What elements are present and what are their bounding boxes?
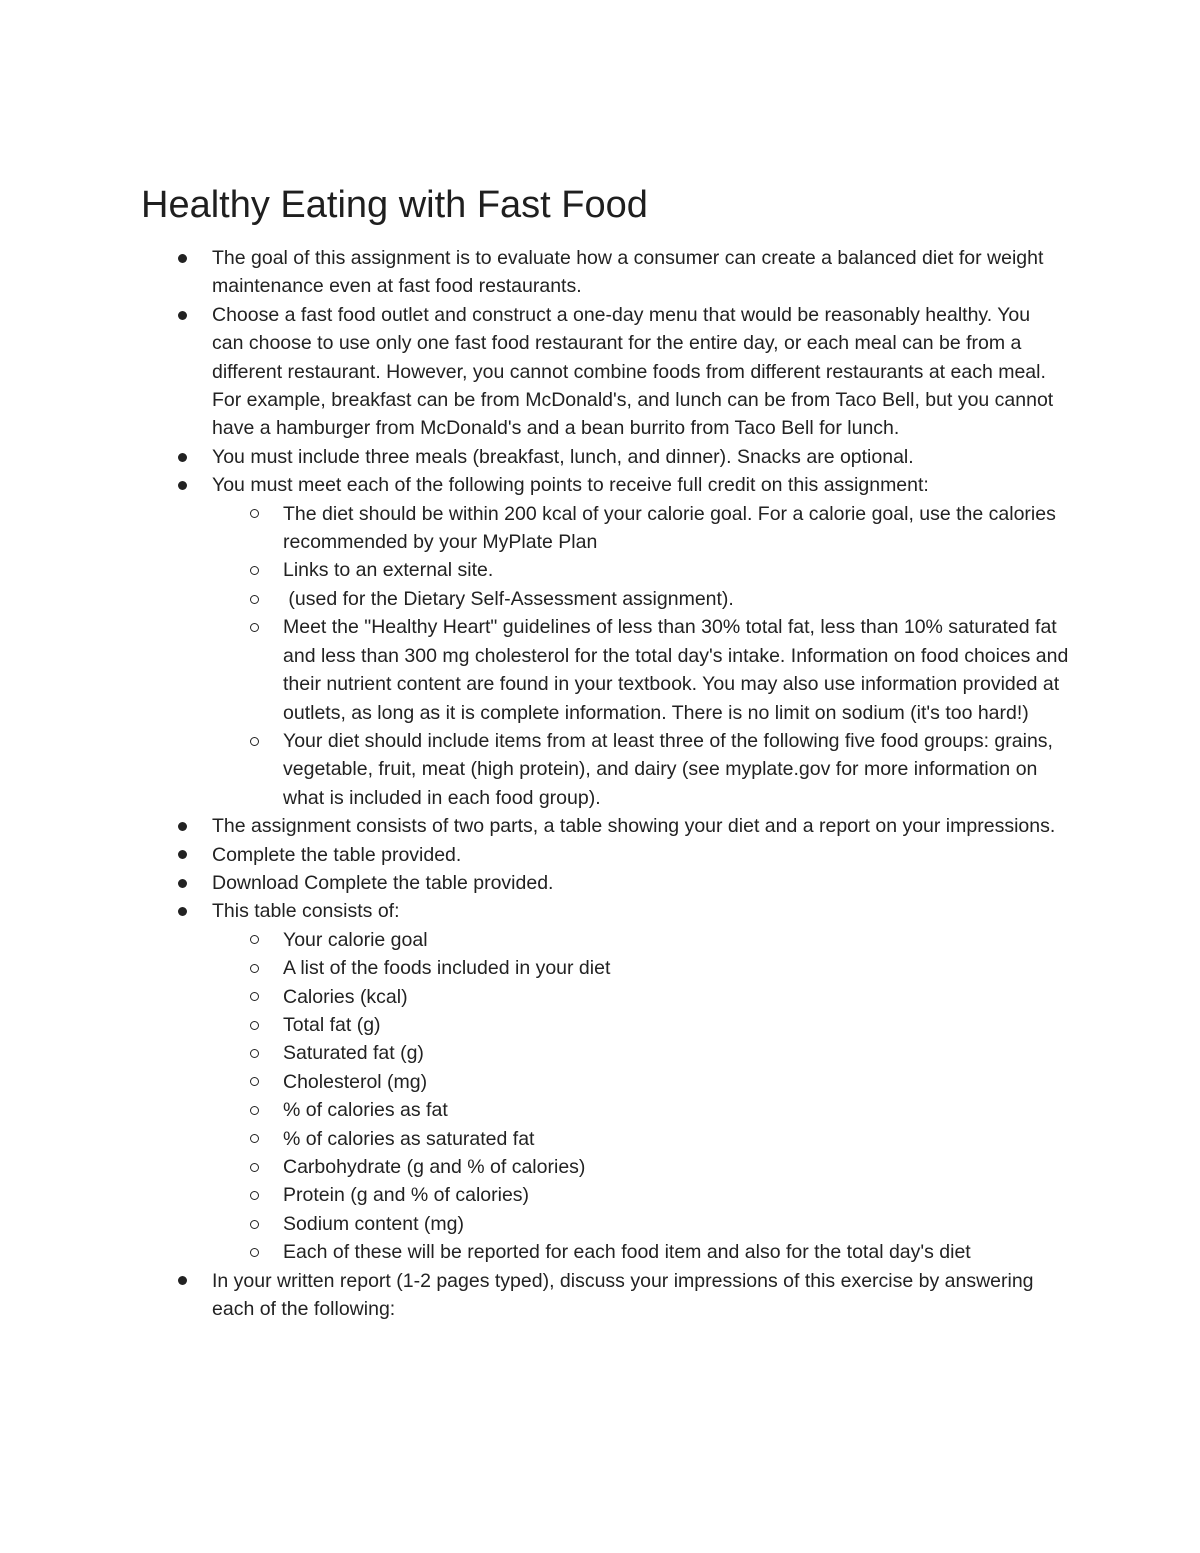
bullet-disc-icon (178, 869, 187, 897)
list-item-text: Cholesterol (mg) (283, 1070, 428, 1093)
bullet-disc-icon (178, 1267, 187, 1295)
list-item-text: Carbohydrate (g and % of calories) (283, 1156, 586, 1178)
bullet-disc-icon (178, 471, 187, 499)
list-item (0, 812, 1062, 840)
sub-list-item (0, 613, 1073, 727)
list-item-text: Complete the table provided. (212, 843, 462, 866)
list-item-text: A list of the foods included in your diet (283, 957, 611, 980)
list-item-text: Your diet should include items from at least three of the following five food groups: grains, vegetable, fruit, meat (high protein), and dairy (see myplate.gov for more information on what is included in each food group). (283, 729, 1053, 809)
list-item-text: Calories (kcal) (283, 985, 408, 1008)
list-item-text: Protein (g and % of calories) (283, 1184, 530, 1207)
sub-list-item (0, 1125, 1073, 1153)
bullet-circle-icon (250, 613, 259, 641)
sub-list-item (0, 983, 1073, 1011)
list-item (0, 443, 1062, 471)
bullet-circle-icon (250, 1096, 259, 1124)
list-item (0, 1267, 1062, 1324)
sub-list-item (0, 1068, 1073, 1096)
sub-list-item (0, 1039, 1073, 1067)
bullet-disc-icon (178, 244, 187, 272)
sub-list-item (0, 556, 1073, 584)
list-item-text: Meet the "Healthy Heart" guidelines of less than 30% total fat, less than 10% saturated fat and less than 300 mg cholesterol for the total day's intake. Information on food choices and their nutrient content are found in your textbook. You may also use information provided at outlets, as long as it is complete information. There is no limit on sodium (it's too hard!) (283, 616, 1069, 724)
list-item-text: (used for the Dietary Self-Assessment assignment). (283, 587, 734, 610)
list-item-text: Sodium content (mg) (283, 1212, 464, 1235)
sub-list-item (0, 500, 1073, 557)
bullet-circle-icon (250, 954, 259, 982)
bullet-disc-icon (178, 841, 187, 869)
list-item-text: You must meet each of the following points to receive full credit on this assignment: (212, 474, 929, 497)
list-item-text: You must include three meals (breakfast, lunch, and dinner). Snacks are optional. (212, 445, 914, 468)
bullet-circle-icon (250, 1210, 259, 1238)
bullet-circle-icon (250, 1125, 259, 1153)
bullet-circle-icon (250, 983, 259, 1011)
sub-list-item (0, 954, 1073, 982)
sub-list-item (0, 727, 1073, 812)
list-item (0, 244, 1062, 301)
sub-list-item (0, 1096, 1073, 1124)
list-item-text: Saturated fat (g) (283, 1042, 424, 1065)
bullet-circle-icon (250, 926, 259, 954)
list-item-text: Choose a fast food outlet and construct a one-day menu that would be reasonably healthy. You can choose to use only one fast food restaurant for the entire day, or each meal can be from a different restaurant. However, you cannot combine foods from different restaurants at each meal. For example, breakfast can be from McDonald's, and lunch can be from Taco Bell, but you cannot have a hamburger from McDonald's and a bean burrito from Taco Bell for lunch. (212, 303, 1054, 440)
list-item (0, 471, 1062, 499)
list-item-text: Your calorie goal (283, 928, 428, 951)
list-item (0, 301, 1062, 443)
list-item (0, 841, 1062, 869)
bullet-circle-icon (250, 556, 259, 584)
bullet-circle-icon (250, 1181, 259, 1209)
bullet-circle-icon (250, 1153, 259, 1181)
list-item-text: The diet should be within 200 kcal of your calorie goal. For a calorie goal, use the calories recommended by your MyPlate Plan (283, 502, 1056, 554)
sub-list-item (0, 926, 1073, 954)
list-item-text: Links to an external site. (283, 559, 494, 582)
bullet-circle-icon (250, 1011, 259, 1039)
bullet-circle-icon (250, 1068, 259, 1096)
bullet-circle-icon (250, 500, 259, 528)
list-item-text: % of calories as saturated fat (283, 1127, 535, 1150)
bullet-circle-icon (250, 585, 259, 613)
bullet-disc-icon (178, 812, 187, 840)
sub-list-item (0, 1181, 1073, 1209)
list-item (0, 897, 1062, 925)
list-item-text: In your written report (1-2 pages typed), discuss your impressions of this exercise by answering each of the following: (212, 1269, 1034, 1321)
sub-list-item (0, 1210, 1073, 1238)
bullet-disc-icon (178, 301, 187, 329)
bullet-list (0, 244, 1200, 1323)
bullet-disc-icon (178, 897, 187, 925)
list-item-text: The goal of this assignment is to evaluate how a consumer can create a balanced diet for weight maintenance even at fast food restaurants. (212, 247, 1044, 298)
list-item-text: This table consists of: (212, 900, 400, 923)
sub-list-item (0, 1238, 1073, 1266)
list-item-text: % of calories as fat (283, 1099, 448, 1122)
list-item-text: Total fat (g) (283, 1013, 381, 1036)
sub-list-item (0, 1153, 1073, 1181)
list-item-text: Download Complete the table provided. (212, 871, 554, 894)
list-item (0, 869, 1062, 897)
bullet-disc-icon (178, 443, 187, 471)
bullet-circle-icon (250, 727, 259, 755)
sub-list-item (0, 1011, 1073, 1039)
bullet-circle-icon (250, 1238, 259, 1266)
page-title: Healthy Eating with Fast Food (141, 184, 648, 226)
list-item-text: Each of these will be reported for each food item and also for the total day's diet (283, 1241, 971, 1264)
list-item-text: The assignment consists of two parts, a table showing your diet and a report on your impressions. (212, 815, 1056, 838)
bullet-circle-icon (250, 1039, 259, 1067)
sub-list-item (0, 585, 1073, 613)
